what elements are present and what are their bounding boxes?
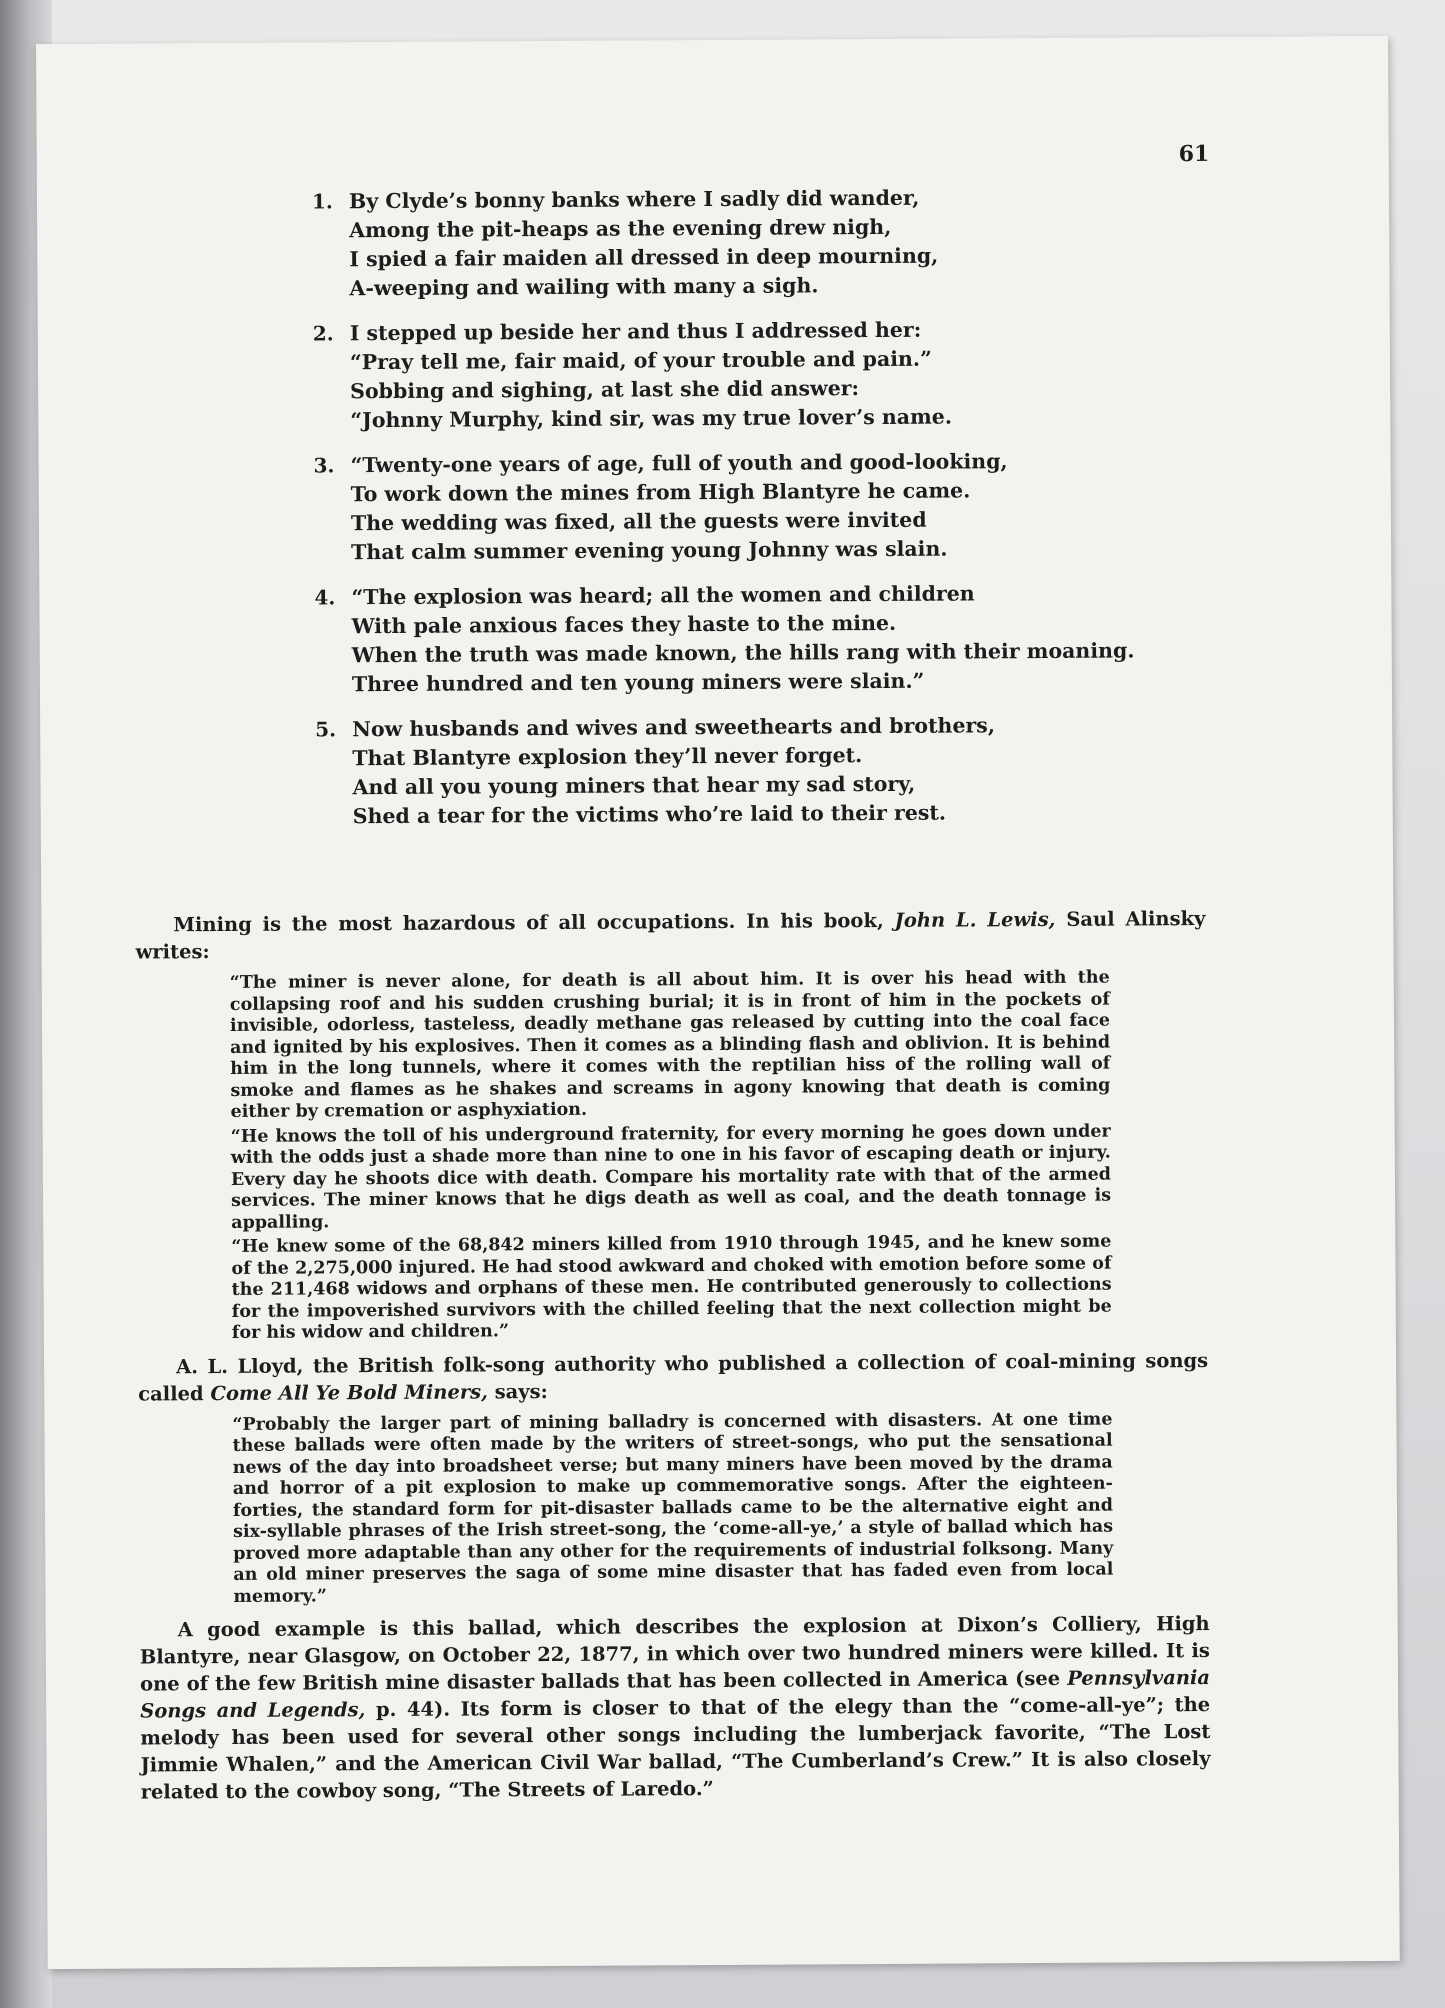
alinsky-quote [230,968,1112,1345]
verse-line: Shed a tear for the victims who’re laid to their rest. [352,800,947,829]
paragraph-text: A good example is this ballad, which describes the explosion at Dixon’s Colliery, High Blantyre, near Glasgow, on October 22, 1877, in which over two hundred miners were killed. It is one of the few British mine disaster ballads that has been collected in America (see [139,1611,1210,1696]
stanza-lines [351,578,1175,699]
book-title: Come All Ye Bold Miners, [210,1379,488,1405]
lloyd-quote [232,1409,1113,1608]
verse-line: I stepped up beside her and thus I addressed her: [349,317,922,346]
verse-line: The wedding was fixed, all the guests were invited [350,507,927,536]
quote-paragraph: “The miner is never alone, for death is all about him. It is over his head with the collapsing roof and his sudden crushing burial; it is in front of him in the pockets of invisible, odorless, tasteless, deadly methane gas released by cutting into the coal face and ignited by his explosives. Then it comes as a blinding flash and oblivion. It is behind him in the long tunnels, where it comes with the reptilian hiss of the rolling wall of smoke and flames as he shakes and screams in agony knowing that death is coming either by cremation or asphyxiation. [229,967,1111,1122]
verse-line: “Pray tell me, fair maid, of your trouble and pain.” [349,346,932,375]
paragraph-mining-hazard [135,905,1205,966]
quote-paragraph: “Probably the larger part of mining balladry is concerned with disasters. At one time these ballads were often made by the writers of street-songs, who put the sensational news of the day into broadsheet verse; but many miners have been moved by the drama and horror of a pit explosion to make up commemorative songs. After the eighteen-forties, the standard form for pit-disaster ballads came to be the alternative eight and six-syllable phrases of the Irish street-song, the ‘come-all-ye,’ a style of ballad which has proved more adaptable than any other for the requirements of industrial folksong. Many an old miner preserves the saga of some mine disaster that has faded even from local memory.” [232,1409,1114,1607]
paragraph-blantyre-ballad [140,1610,1211,1806]
verse-line: That Blantyre explosion they’ll never forget. [352,743,863,771]
stanza-3 [314,446,1175,567]
book-page [36,36,1400,1969]
verse-line: Three hundred and ten young miners were slain.” [351,668,925,697]
stanza-2 [313,314,1174,435]
verse-line: “The explosion was heard; all the women and children [351,581,975,610]
verse-line: Sobbing and sighing, at last she did answer: [350,376,860,404]
paragraph-lloyd [138,1346,1208,1407]
stanza-lines [350,314,1174,435]
prose-body [135,905,1210,1814]
book-title: John L. Lewis, [894,907,1056,932]
paragraph-text: says: [487,1379,548,1403]
stanza-number: 4. [314,585,336,610]
book-title: Pennsylvania Songs and Legends, [140,1665,1211,1723]
stanza-lines [352,710,1176,831]
quote-paragraph: “He knew some of the 68,842 miners killed from 1910 through 1945, and he knew some of the 2,275,000 injured. He had stood awkward and choked with emotion before some of the 211,468 widows and orphans of these men. He contributed generously to collections for the impoverished survivors with the chilled feeling that the next collection might be for his widow and children.” [231,1231,1112,1343]
verse-line: “Twenty-one years of age, full of youth and good-looking, [350,449,1008,478]
quote-paragraph: “He knows the toll of his underground fraternity, for every morning he goes down under with the odds just a shade more than nine to one in his favor of escaping death or injury. Every day he shoots dice with death. Compare his mortality rate with that of the armed services. The miner knows that he digs death as well as coal, and the death tonnage is appalling. [230,1121,1112,1233]
stanza-1 [312,182,1173,303]
verse-line: I spied a fair maiden all dressed in deep mourning, [349,243,939,272]
stanza-4 [314,578,1175,699]
paragraph-text: Saul Alinsky writes: [135,907,1206,964]
song-verses [312,182,1176,847]
verse-line: A-weeping and wailing with many a sigh. [349,273,819,301]
verse-line: With pale anxious faces they haste to the mine. [351,610,897,639]
paragraph-text: Mining is the most hazardous of all occupations. In his book, [173,908,895,937]
verse-line: That calm summer evening young Johnny was slain. [351,536,948,565]
stanza-lines [349,182,1173,303]
stanza-5 [315,710,1176,831]
verse-line: Now husbands and wives and sweethearts and brothers, [352,713,996,742]
page-number: 61 [1178,140,1210,168]
stanza-number: 3. [313,453,335,478]
verse-line: To work down the mines from High Blantyre he came. [350,478,971,507]
paragraph-text: A. L. Lloyd, the British folk-song authority who published a collection of coal-mining songs called [138,1348,1209,1406]
verse-line: When the truth was made known, the hills rang with their moaning. [351,638,1135,668]
stanza-number: 5. [315,717,337,742]
paragraph-text: p. 44). Its form is closer to that of the elegy than the “come-all-ye”; the melody has been used for several other songs including the lumberjack favorite, “The Lost Jimmie Whalen,” and the American Civil War ballad, “The Cumberland’s Crew.” It is also closely related to the cowboy song, “The Streets of Laredo.” [140,1692,1211,1804]
stanza-number: 2. [312,321,334,346]
stanza-number: 1. [311,189,333,214]
verse-line: And all you young miners that hear my sad story, [352,771,916,800]
stanza-lines [351,446,1175,567]
verse-line: By Clyde’s bonny banks where I sadly did wander, [348,185,920,214]
verse-line: “Johnny Murphy, kind sir, was my true lover’s name. [350,404,952,433]
verse-line: Among the pit-heaps as the evening drew nigh, [349,214,892,243]
